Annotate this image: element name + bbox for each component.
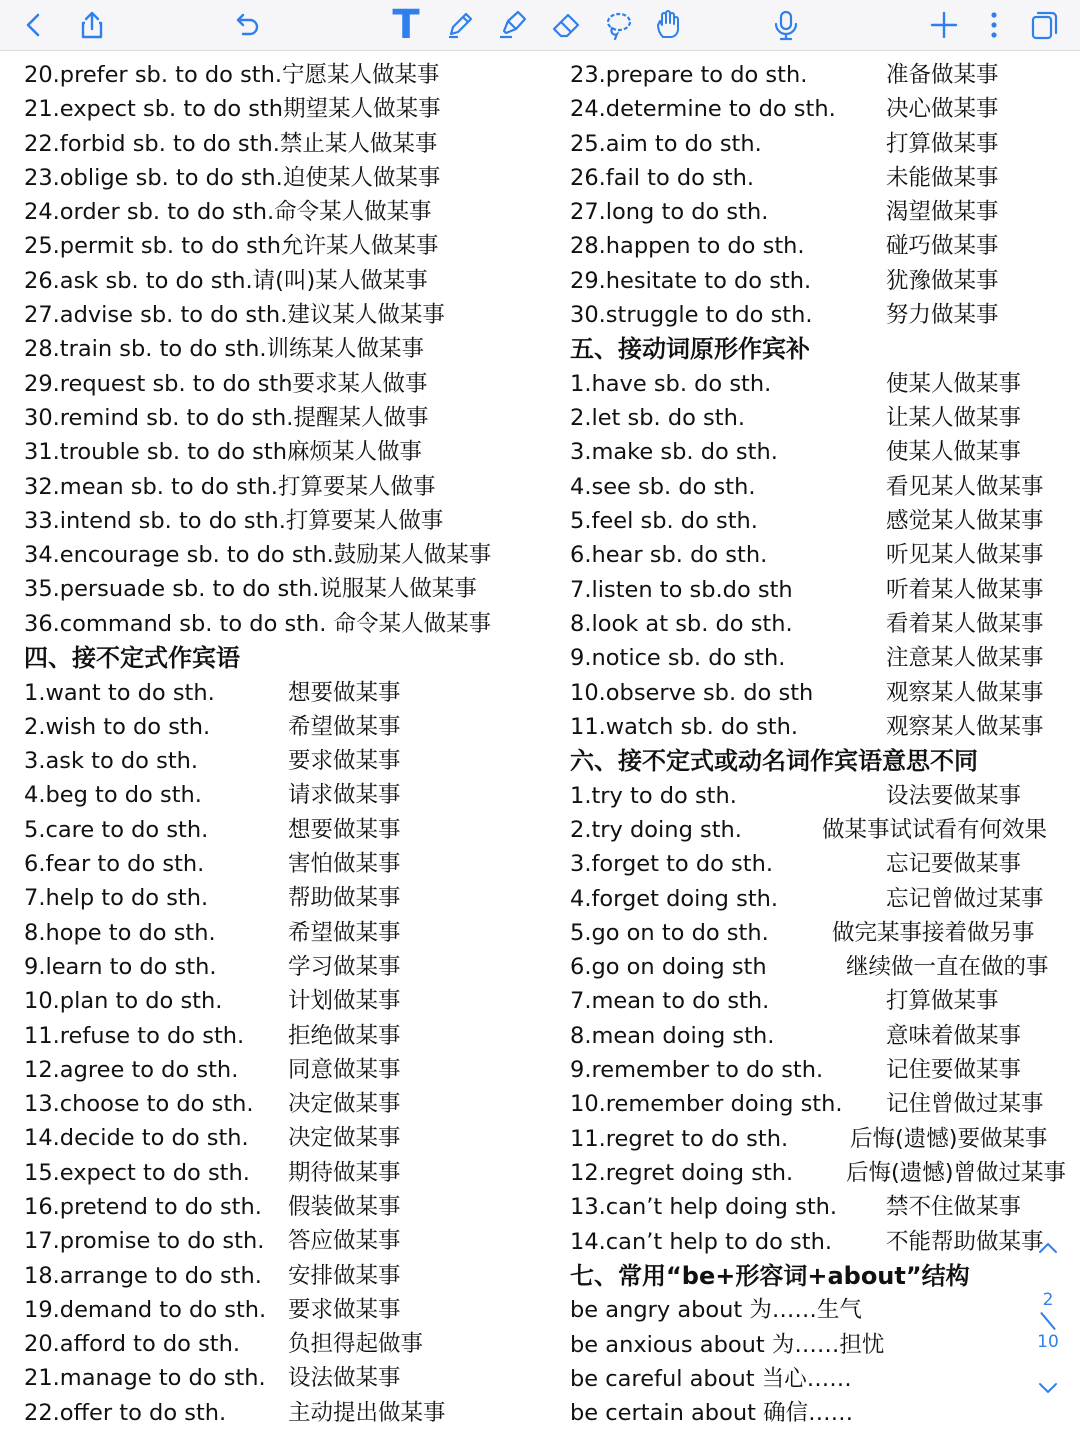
highlighter-icon[interactable]: [492, 5, 532, 45]
right-top-list: [570, 58, 1075, 332]
list-item: [24, 1019, 544, 1053]
list-item: [24, 881, 544, 915]
phrase-chinese: 犹豫做某事: [886, 267, 999, 294]
phrase-english: 3.make sb. do sth.: [570, 439, 778, 466]
text-line: 21.expect sb. to do sth期望某人做某事: [24, 96, 441, 123]
phrase-english: 3.forget to do sth.: [570, 851, 774, 878]
phrase-english: 21.manage to do sth.: [24, 1365, 266, 1392]
phrase-chinese: 希望做某事: [288, 713, 401, 740]
phrase-chinese: 计划做某事: [288, 988, 401, 1015]
pen-icon[interactable]: [440, 5, 480, 45]
list-item: [570, 58, 1075, 92]
list-item: [570, 195, 1075, 229]
eraser-icon[interactable]: [546, 5, 586, 45]
list-item: [570, 607, 1075, 641]
phrase-chinese: 决心做某事: [886, 96, 999, 123]
phrase-english: 11.regret to do sth.: [570, 1125, 789, 1152]
list-item: [570, 1019, 1075, 1053]
phrase-chinese: 不能帮助做某事: [886, 1228, 1044, 1255]
phrase-chinese: 答应做某事: [288, 1228, 401, 1255]
phrase-chinese: 希望做某事: [288, 919, 401, 946]
back-chevron-icon[interactable]: [14, 5, 54, 45]
section-7-list: [570, 1293, 1075, 1430]
phrase-chinese: 观察某人做某事: [886, 713, 1044, 740]
list-item: [24, 778, 544, 812]
phrase-english: 4.forget doing sth.: [570, 885, 779, 912]
phrase-chinese: 听见某人做某事: [886, 542, 1044, 569]
text-line: 29.request sb. to do sth要求某人做事: [24, 370, 428, 397]
list-item: [570, 676, 1075, 710]
list-item: [570, 779, 1075, 813]
phrase-english: 27.long to do sth.: [570, 199, 769, 226]
phrase-chinese: 同意做某事: [288, 1056, 401, 1083]
phrase-chinese: 安排做某事: [288, 1262, 401, 1289]
list-item: [24, 1396, 544, 1430]
list-item: [570, 435, 1075, 469]
current-page: 2: [1042, 1290, 1054, 1310]
phrase-chinese: 努力做某事: [886, 302, 999, 329]
phrase-english: 6.go on doing sth: [570, 954, 767, 981]
list-item: [570, 710, 1075, 744]
phrase-chinese: 打算做某事: [886, 988, 999, 1015]
list-item: [24, 813, 544, 847]
phrase-english: 2.wish to do sth.: [24, 713, 211, 740]
phrase-english: 30.struggle to do sth.: [570, 302, 813, 329]
phrase-english: 2.try doing sth.: [570, 816, 742, 843]
page-divider: [1040, 1312, 1056, 1330]
scroll-up-chevron-icon[interactable]: [1036, 1240, 1060, 1260]
hand-tool-icon[interactable]: [648, 5, 688, 45]
list-item: [24, 1224, 544, 1258]
phrase-chinese: 意味着做某事: [886, 1022, 1022, 1049]
text-line: 31.trouble sb. to do sth麻烦某人做事: [24, 439, 422, 466]
list-item: [570, 1156, 1075, 1190]
scroll-down-chevron-icon[interactable]: [1036, 1380, 1060, 1400]
phrase-chinese: 禁不住做某事: [886, 1194, 1022, 1221]
phrase-english: 3.ask to do sth.: [24, 748, 199, 775]
add-icon[interactable]: [924, 5, 964, 45]
list-item: [570, 470, 1075, 504]
list-item: [570, 161, 1075, 195]
page-indicator[interactable]: [1028, 1290, 1068, 1352]
phrase-chinese: 拒绝做某事: [288, 1022, 401, 1049]
text-tool-glyph: T: [392, 2, 420, 48]
phrase-english: 4.beg to do sth.: [24, 782, 202, 809]
list-item: [570, 813, 1075, 847]
list-item: [570, 127, 1075, 161]
list-item: [570, 1087, 1075, 1121]
phrase-english: 14.can’t help to do sth.: [570, 1228, 833, 1255]
phrase-english: 9.learn to do sth.: [24, 953, 217, 980]
text-tool-icon[interactable]: [386, 2, 426, 48]
phrase-english: 10.observe sb. do sth: [570, 679, 814, 706]
section-7-heading: 七、常用“be+形容词+about”结构: [570, 1261, 970, 1290]
phrase-english: 23.prepare to do sth.: [570, 62, 808, 88]
phrase-english: 8.look at sb. do sth.: [570, 610, 793, 637]
phrase-english: 13.can’t help doing sth.: [570, 1194, 838, 1221]
phrase-english: 28.happen to do sth.: [570, 233, 805, 260]
phrase-chinese: 感觉某人做某事: [886, 508, 1044, 535]
phrase-english: 17.promise to do sth.: [24, 1228, 265, 1255]
phrase-chinese: 观察某人做某事: [886, 679, 1044, 706]
phrase-english: 11.watch sb. do sth.: [570, 713, 799, 740]
text-line: 20.prefer sb. to do sth.宁愿某人做某事: [24, 62, 440, 88]
text-line: be careful about 当心……: [570, 1365, 852, 1392]
text-line: 25.permit sb. to do sth允许某人做某事: [24, 233, 439, 260]
phrase-chinese: 看见某人做某事: [886, 473, 1044, 500]
text-line: 32.mean sb. to do sth.打算要某人做事: [24, 473, 436, 500]
phrase-chinese: 期待做某事: [288, 1159, 401, 1186]
phrase-chinese: 主动提出做某事: [288, 1399, 446, 1426]
section-5-list: [570, 367, 1075, 744]
phrase-chinese: 做完某事接着做另事: [832, 919, 1035, 946]
text-line: 36.command sb. to do sth. 命令某人做某事: [24, 610, 492, 637]
section-6-heading: 六、接不定式或动名词作宾语意思不同: [570, 747, 978, 776]
phrase-english: 5.care to do sth.: [24, 816, 209, 843]
list-item: [24, 710, 544, 744]
phrase-chinese: 渴望做某事: [886, 199, 999, 226]
phrase-chinese: 决定做某事: [288, 1091, 401, 1118]
list-item: [570, 641, 1075, 675]
text-line: 34.encourage sb. to do sth.鼓励某人做某事: [24, 542, 492, 569]
phrase-chinese: 未能做某事: [886, 164, 999, 191]
phrase-english: 2.let sb. do sth.: [570, 405, 746, 432]
list-item: [24, 1361, 544, 1395]
list-item: [24, 1293, 544, 1327]
phrase-chinese: 忘记曾做过某事: [886, 885, 1044, 912]
phrase-chinese: 注意某人做某事: [886, 645, 1044, 672]
list-item: [570, 1053, 1075, 1087]
phrase-chinese: 打算做某事: [886, 130, 999, 157]
more-icon[interactable]: [974, 5, 1014, 45]
phrase-english: 11.refuse to do sth.: [24, 1022, 245, 1049]
pages-icon[interactable]: [1024, 5, 1064, 45]
list-item: [570, 847, 1075, 881]
phrase-english: 19.demand to do sth.: [24, 1296, 267, 1323]
phrase-english: 9.remember to do sth.: [570, 1057, 824, 1084]
phrase-english: 5.go on to do sth.: [570, 919, 769, 946]
list-item: [570, 1122, 1075, 1156]
list-item: [570, 950, 1075, 984]
phrase-chinese: 后悔(遗憾)曾做过某事: [846, 1159, 1067, 1186]
list-item: [570, 1225, 1075, 1259]
phrase-english: 10.plan to do sth.: [24, 988, 223, 1015]
section-4-list: [24, 676, 544, 1431]
phrase-chinese: 看着某人做某事: [886, 610, 1044, 637]
left-column: [24, 58, 544, 1430]
phrase-chinese: 帮助做某事: [288, 885, 401, 912]
list-item: [570, 401, 1075, 435]
list-item: [24, 1053, 544, 1087]
phrase-chinese: 准备做某事: [886, 62, 999, 88]
list-item: [24, 1259, 544, 1293]
phrase-chinese: 学习做某事: [288, 953, 401, 980]
phrase-english: 12.agree to do sth.: [24, 1056, 239, 1083]
phrase-english: 7.mean to do sth.: [570, 988, 770, 1015]
phrase-english: 22.offer to do sth.: [24, 1399, 227, 1426]
phrase-chinese: 忘记要做某事: [886, 851, 1022, 878]
phrase-english: 29.hesitate to do sth.: [570, 267, 812, 294]
phrase-english: 8.hope to do sth.: [24, 919, 216, 946]
phrase-english: 9.notice sb. do sth.: [570, 645, 786, 672]
phrase-english: 6.fear to do sth.: [24, 851, 205, 878]
text-line: 27.advise sb. to do sth.建议某人做某事: [24, 302, 445, 329]
phrase-english: 4.see sb. do sth.: [570, 473, 756, 500]
text-line: 33.intend sb. to do sth.打算要某人做事: [24, 507, 444, 534]
list-item: [24, 916, 544, 950]
phrase-chinese: 害怕做某事: [288, 851, 401, 878]
list-item: [570, 229, 1075, 263]
list-item: [24, 984, 544, 1018]
phrase-chinese: 请求做某事: [288, 782, 401, 809]
phrase-chinese: 假装做某事: [288, 1194, 401, 1220]
phrase-chinese: 记住要做某事: [886, 1057, 1022, 1084]
share-icon[interactable]: [72, 5, 112, 45]
phrase-chinese: 后悔(遗憾)要做某事: [850, 1125, 1048, 1152]
toolbar: [0, 0, 1080, 51]
phrase-english: 7.help to do sth.: [24, 885, 209, 912]
text-line: 28.train sb. to do sth.训练某人做某事: [24, 336, 425, 363]
phrase-english: 16.pretend to do sth.: [24, 1194, 262, 1220]
phrase-english: 14.decide to do sth.: [24, 1125, 249, 1152]
list-item: [24, 1087, 544, 1121]
phrase-chinese: 决定做某事: [288, 1125, 401, 1152]
list-item: [570, 538, 1075, 572]
list-item: [24, 744, 544, 778]
phrase-english: 1.want to do sth.: [24, 679, 215, 706]
phrase-chinese: 要求做某事: [288, 748, 401, 775]
list-item: [570, 573, 1075, 607]
text-line: 30.remind sb. to do sth.提醒某人做事: [24, 404, 429, 431]
text-line: 22.forbid sb. to do sth.禁止某人做某事: [24, 130, 438, 157]
text-line: 23.oblige sb. to do sth.迫使某人做某事: [24, 164, 441, 191]
section-5-heading: 五、接动词原形作宾补: [570, 335, 810, 364]
phrase-chinese: 记住曾做过某事: [886, 1091, 1044, 1118]
phrase-english: 10.remember doing sth.: [570, 1091, 843, 1118]
left-simple-list: [24, 58, 544, 641]
lasso-icon[interactable]: [598, 5, 638, 45]
microphone-icon[interactable]: [766, 5, 806, 45]
phrase-english: 24.determine to do sth.: [570, 96, 836, 123]
list-item: [24, 1156, 544, 1190]
text-line: be certain about 确信……: [570, 1400, 854, 1427]
phrase-english: 12.regret doing sth.: [570, 1159, 794, 1186]
phrase-english: 20.afford to do sth.: [24, 1331, 241, 1358]
phrase-english: 8.mean doing sth.: [570, 1022, 775, 1049]
list-item: [570, 984, 1075, 1018]
phrase-chinese: 要求做某事: [288, 1296, 401, 1323]
text-line: 26.ask sb. to do sth.请(叫)某人做某事: [24, 267, 428, 294]
phrase-chinese: 想要做某事: [288, 679, 401, 706]
list-item: [24, 1190, 544, 1224]
phrase-chinese: 想要做某事: [288, 816, 401, 843]
list-item: [570, 92, 1075, 126]
list-item: [570, 367, 1075, 401]
phrase-english: 1.have sb. do sth.: [570, 370, 772, 397]
phrase-chinese: 负担得起做事: [288, 1331, 424, 1358]
text-line: 24.order sb. to do sth.命令某人做某事: [24, 199, 432, 226]
list-item: [570, 1190, 1075, 1224]
phrase-chinese: 使某人做某事: [886, 439, 1022, 466]
undo-icon[interactable]: [228, 5, 268, 45]
phrase-english: 1.try to do sth.: [570, 782, 737, 809]
phrase-chinese: 设法做某事: [288, 1365, 401, 1392]
phrase-english: 15.expect to do sth.: [24, 1159, 250, 1186]
text-line: be anxious about 为……担忧: [570, 1331, 885, 1358]
phrase-english: 26.fail to do sth.: [570, 164, 755, 191]
section-6-list: [570, 779, 1075, 1259]
list-item: [24, 1121, 544, 1155]
phrase-english: 18.arrange to do sth.: [24, 1262, 262, 1289]
phrase-english: 7.listen to sb.do sth: [570, 576, 793, 603]
list-item: [570, 298, 1075, 332]
phrase-chinese: 继续做一直在做的事: [846, 954, 1049, 981]
list-item: [570, 264, 1075, 298]
text-line: 35.persuade sb. to do sth.说服某人做某事: [24, 576, 477, 603]
list-item: [570, 916, 1075, 950]
phrase-chinese: 设法要做某事: [886, 782, 1022, 809]
list-item: [24, 676, 544, 710]
list-item: [570, 882, 1075, 916]
phrase-chinese: 使某人做某事: [886, 370, 1022, 397]
phrase-english: 13.choose to do sth.: [24, 1091, 254, 1118]
section-4-heading: 四、接不定式作宾语: [24, 644, 240, 673]
phrase-english: 5.feel sb. do sth.: [570, 508, 758, 535]
phrase-chinese: 碰巧做某事: [886, 233, 999, 260]
phrase-chinese: 让某人做某事: [886, 405, 1022, 432]
phrase-chinese: 做某事试试看有何效果: [822, 816, 1048, 843]
phrase-english: 25.aim to do sth.: [570, 130, 762, 157]
total-pages: 10: [1037, 1332, 1059, 1352]
list-item: [570, 504, 1075, 538]
phrase-english: 6.hear sb. do sth.: [570, 542, 768, 569]
phrase-chinese: 听着某人做某事: [886, 576, 1044, 603]
list-item: [24, 950, 544, 984]
list-item: [24, 847, 544, 881]
list-item: [24, 1327, 544, 1361]
text-line: be angry about 为……生气: [570, 1297, 862, 1324]
right-column: [570, 58, 1075, 1430]
